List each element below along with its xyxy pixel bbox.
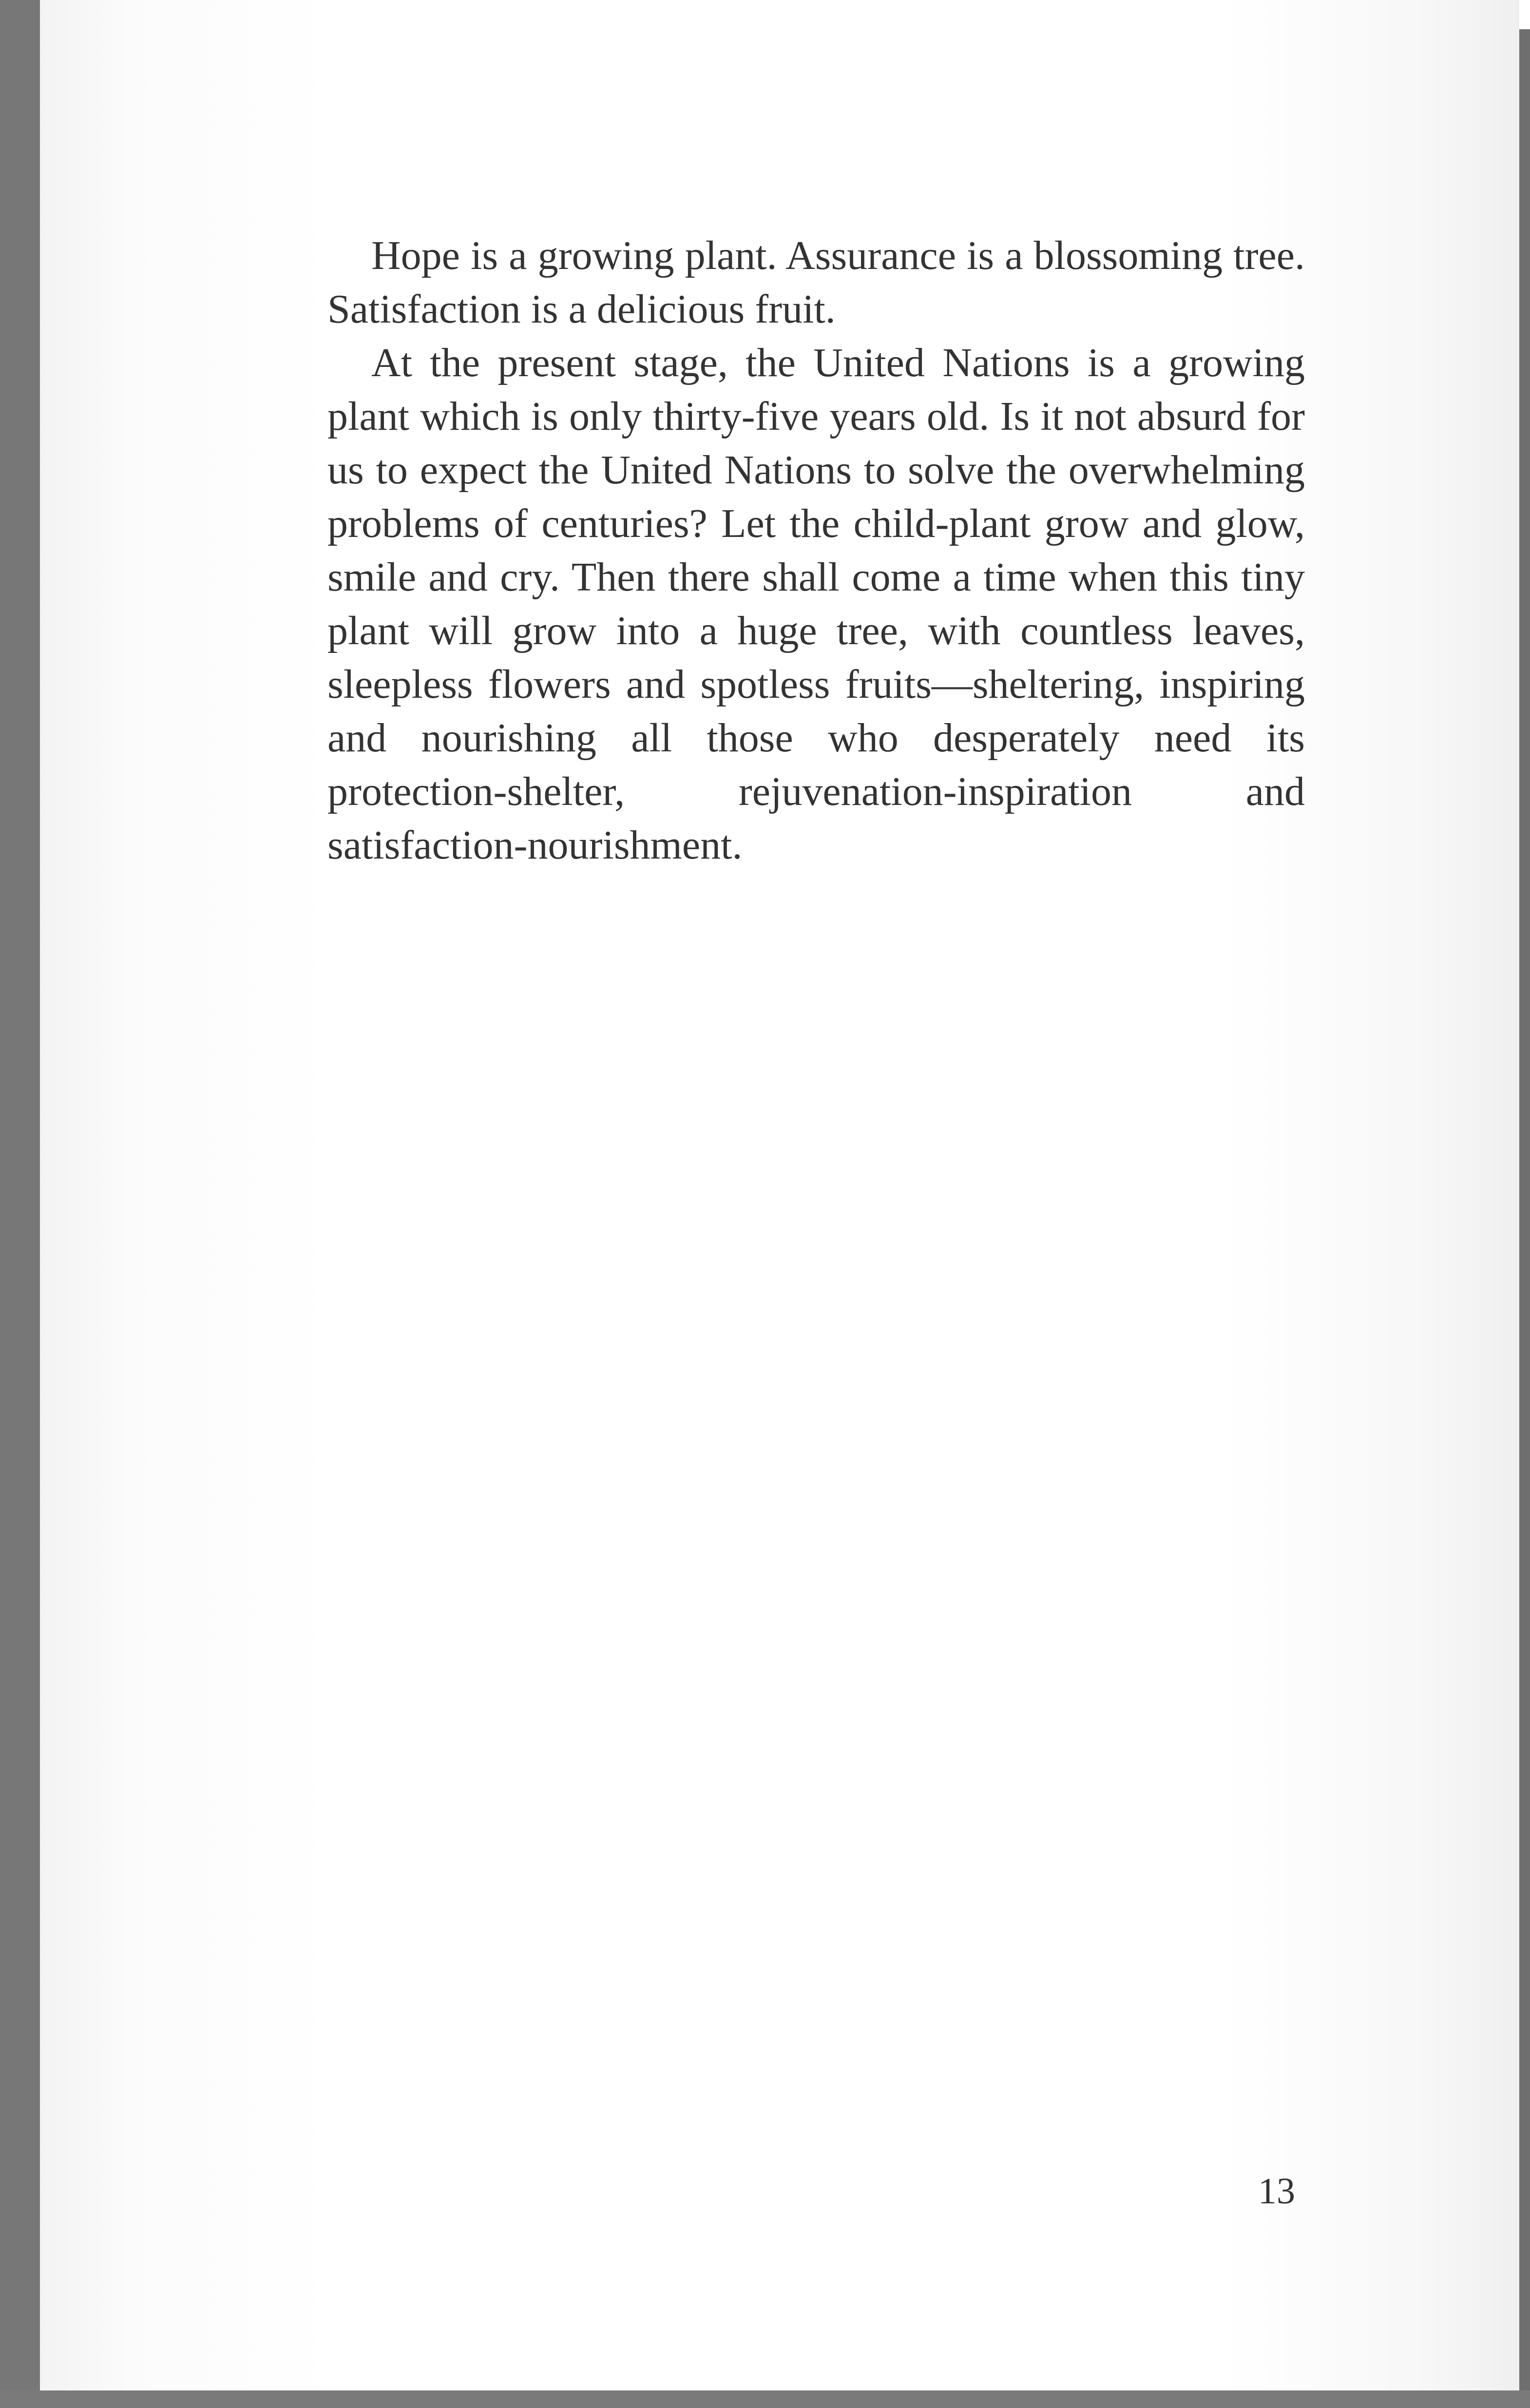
scan-bottom-edge: [0, 2390, 1530, 2408]
scan-left-edge: [0, 0, 40, 2408]
scan-right-edge: [1519, 29, 1530, 2408]
book-page: [40, 0, 1519, 2390]
page-text: [327, 229, 1305, 872]
page-number: 13: [1258, 2171, 1295, 2212]
paragraph-hope: Hope is a growing plant. Assurance is a blossoming tree. Satisfaction is a delicious fruit.: [327, 233, 1305, 332]
paragraph-united-nations: At the present stage, the United Nations is a growing plant which is only thirty-five years old. Is it not absurd for us to expect the United Nations to solve the overwhelming problems of centuries? Let the child-plant grow and glow, smile and cry. Then there shall come a time when this tiny plant will grow into a huge tree, with countless leaves, sleepless flowers and spotless fruits—sheltering, inspiring and nourishing all those who desperately need its protection-shelter, rejuvenation-inspiration and satisfaction-nourishment.: [327, 340, 1305, 868]
